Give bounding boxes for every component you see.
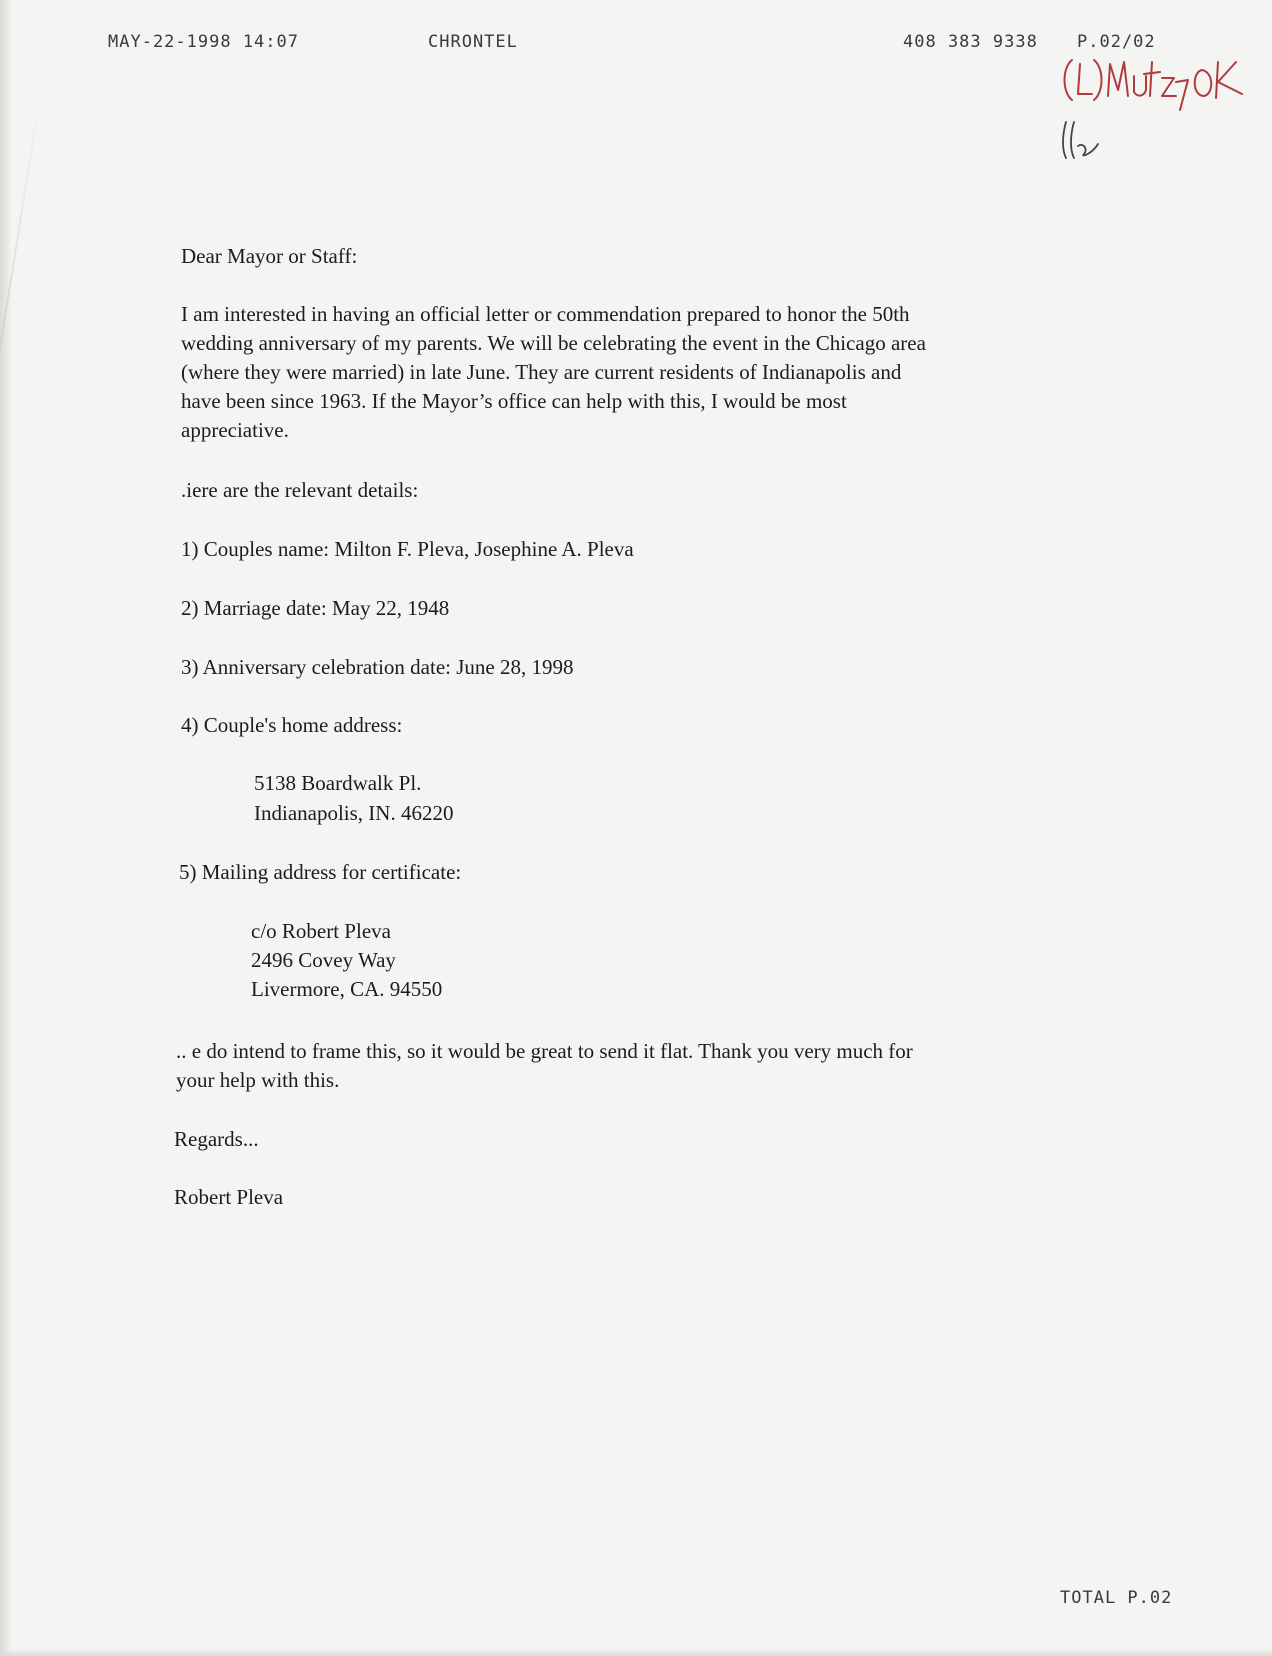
closing-line: .. e do intend to frame this, so it would be great to send it flat. Thank you very much for bbox=[176, 1039, 913, 1063]
details-intro: .iere are the relevant details: bbox=[181, 478, 419, 502]
page-edge-shadow bbox=[0, 0, 12, 1656]
intro-line: I am interested in having an official letter or commendation prepared to honor the 50th bbox=[181, 302, 910, 326]
intro-line: (where they were married) in late June. They are current residents of Indianapolis and bbox=[181, 360, 902, 384]
fax-phone: 408 383 9338 bbox=[903, 32, 1038, 52]
intro-line: wedding anniversary of my parents. We will be celebrating the event in the Chicago area bbox=[181, 331, 926, 355]
detail-item-mailing-address: 5) Mailing address for certificate: bbox=[179, 860, 462, 884]
home-address-line: Indianapolis, IN. 46220 bbox=[254, 801, 454, 825]
signature-name: Robert Pleva bbox=[174, 1185, 284, 1209]
mailing-address-line: Livermore, CA. 94550 bbox=[251, 977, 443, 1001]
signoff: Regards... bbox=[174, 1127, 259, 1151]
detail-item-celebration-date: 3) Anniversary celebration date: June 28, 1998 bbox=[181, 655, 574, 679]
salutation: Dear Mayor or Staff: bbox=[181, 244, 358, 268]
fax-page-number: P.02/02 bbox=[1077, 32, 1156, 52]
mailing-address-line: c/o Robert Pleva bbox=[251, 919, 391, 943]
closing-line: your help with this. bbox=[176, 1068, 340, 1092]
handwritten-annotation bbox=[1058, 50, 1248, 170]
detail-item-marriage-date: 2) Marriage date: May 22, 1948 bbox=[181, 596, 450, 620]
detail-item-home-address: 4) Couple's home address: bbox=[181, 713, 403, 737]
intro-line: appreciative. bbox=[181, 418, 289, 442]
fax-datetime: MAY-22-1998 14:07 bbox=[108, 32, 299, 52]
fax-total-pages: TOTAL P.02 bbox=[1060, 1588, 1173, 1608]
mailing-address-line: 2496 Covey Way bbox=[251, 948, 396, 972]
home-address-line: 5138 Boardwalk Pl. bbox=[254, 771, 422, 795]
intro-line: have been since 1963. If the Mayor’s office can help with this, I would be most bbox=[181, 389, 847, 413]
page-bottom-edge bbox=[0, 1648, 1272, 1656]
detail-item-couple-name: 1) Couples name: Milton F. Pleva, Josephine A. Pleva bbox=[181, 537, 634, 561]
fax-company: CHRONTEL bbox=[428, 32, 518, 52]
